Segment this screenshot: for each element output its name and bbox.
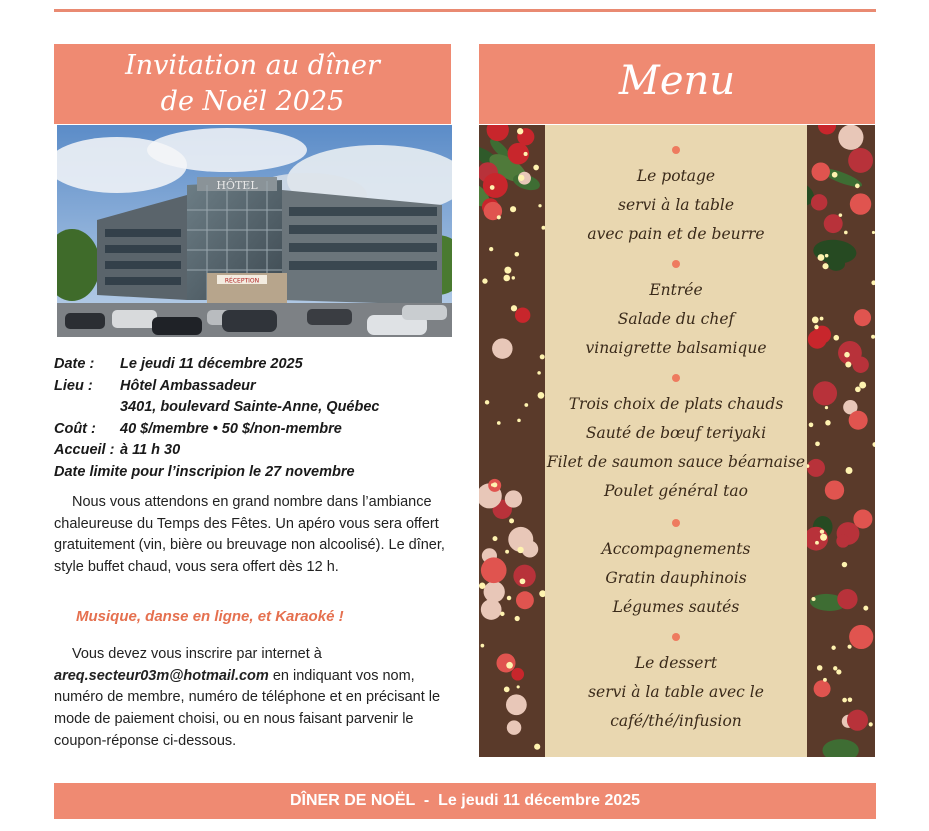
menu-line: Légumes sautés — [612, 598, 740, 616]
entertainment-highlight: Musique, danse en ligne, et Karaoké ! — [76, 608, 344, 625]
registration-intro: Vous devez vous inscrire par internet à — [72, 646, 322, 662]
menu-section-mains — [545, 374, 807, 506]
christmas-garland-left — [479, 125, 545, 757]
menu-line: Filet de saumon sauce béarnaise — [546, 453, 806, 471]
menu-line: vinaigrette balsamique — [585, 339, 767, 357]
cost-value: 40 $/membre • 50 $/non-membre — [120, 420, 342, 437]
menu-line: Trois choix de plats chauds — [568, 395, 784, 413]
menu-line: Accompagnements — [601, 540, 751, 558]
footer-event-date: Le jeudi 11 décembre 2025 — [438, 792, 641, 809]
christmas-garland-right — [807, 125, 875, 757]
invitation-title-line1: Invitation au dîner — [125, 50, 380, 81]
menu-line: servi à la table avec le — [588, 683, 764, 701]
menu-line: café/thé/infusion — [610, 712, 742, 730]
footer-event-name: DÎNER DE NOËL — [289, 792, 416, 809]
menu-section-starter — [545, 260, 807, 363]
date-label: Date : — [54, 356, 95, 372]
date-row — [54, 354, 454, 376]
menu-line: Gratin dauphinois — [605, 569, 747, 587]
welcome-row — [54, 440, 454, 462]
menu-bullet — [672, 146, 680, 154]
reception-sign-text: RÉCEPTION — [224, 277, 260, 285]
intro-paragraph-text: Nous vous attendons en grand nombre dans l’ambiance chaleureuse du Temps des Fêtes. Un apéro vous sera offert gratuitement (vin, bière ou breuvage non alcoolisé). Le dîner, style buffet chaud, vous sera offert dès 12 h. — [54, 494, 445, 576]
event-details — [54, 354, 454, 484]
location-row — [54, 376, 454, 398]
menu-line: Sauté de bœuf teriyaki — [585, 424, 767, 442]
date-value: Le jeudi 11 décembre 2025 — [120, 356, 303, 372]
menu-line: Le dessert — [634, 654, 718, 672]
menu-line: Le potage — [636, 167, 716, 185]
menu-card — [545, 125, 807, 757]
registration-paragraph — [54, 644, 450, 753]
cost-label: Coût : — [54, 420, 96, 437]
location-label: Lieu : — [54, 377, 93, 394]
menu-line: Poulet général tao — [604, 482, 748, 500]
menu-title: Menu — [618, 58, 736, 104]
garland-left-illustration — [479, 125, 545, 757]
cost-row — [54, 419, 454, 441]
footer-banner — [54, 783, 876, 819]
hotel-sign-text: HÔTEL — [216, 179, 258, 192]
invitation-title-line2: de Noël 2025 — [160, 86, 345, 117]
menu-line: avec pain et de beurre — [587, 225, 765, 243]
registration-instructions: en indiquant vos nom, numéro de membre, numéro de téléphone et en précisant le mode de paiement choisi, ou en nous faisant parvenir le coupon-réponse ci-dessous. — [54, 667, 441, 749]
menu-bullet — [672, 374, 680, 382]
hotel-photo-illustration — [57, 125, 452, 337]
intro-paragraph — [54, 492, 450, 579]
menu-line: Salade du chef — [617, 310, 735, 328]
registration-deadline: Date limite pour l’inscripion le 27 novembre — [54, 463, 355, 480]
hotel-photo — [57, 125, 452, 337]
menu-line: Entrée — [649, 281, 703, 299]
garland-right-illustration — [807, 125, 875, 757]
menu-section-sides — [545, 519, 807, 622]
welcome-label: Accueil : — [54, 442, 115, 459]
contact-email[interactable]: areq.secteur03m@hotmail.com — [54, 667, 269, 684]
menu-bullet — [672, 260, 680, 268]
location-address: 3401, boulevard Sainte-Anne, Québec — [120, 399, 380, 416]
menu-title-banner — [479, 44, 875, 124]
menu-section-dessert — [545, 633, 807, 736]
location-value: Hôtel Ambassadeur — [120, 377, 256, 394]
menu-bullet — [672, 519, 680, 527]
menu-bullet — [672, 633, 680, 641]
footer-separator: - — [423, 792, 430, 809]
menu-line: servi à la table — [618, 196, 734, 214]
menu-section-soup — [545, 146, 807, 249]
top-divider — [54, 9, 876, 12]
welcome-value: à 11 h 30 — [120, 442, 181, 459]
invitation-title-banner — [54, 44, 451, 124]
